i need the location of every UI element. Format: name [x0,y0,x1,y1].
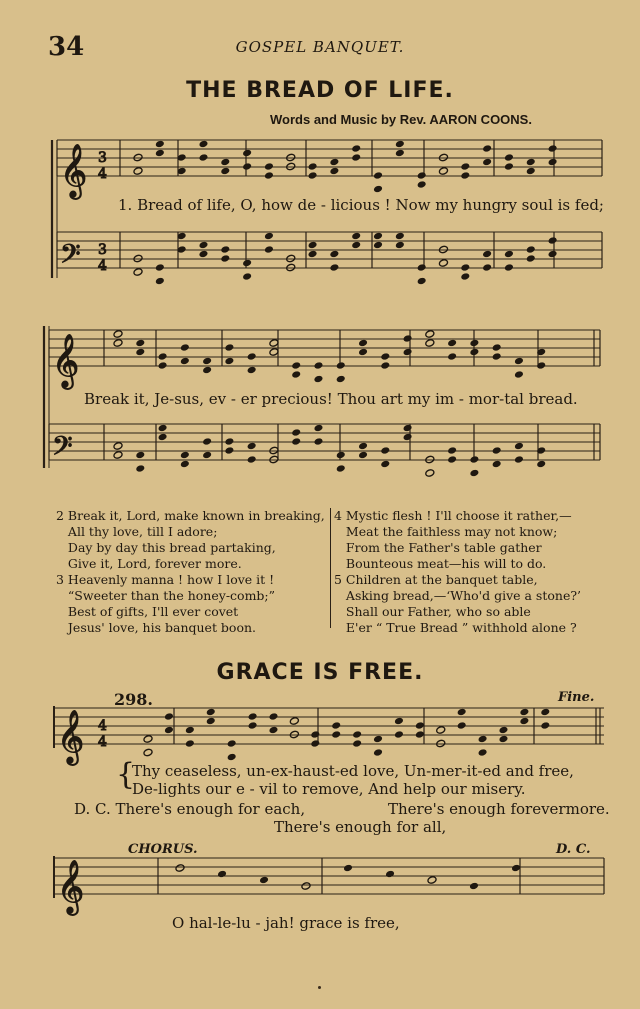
note-head [220,167,230,176]
note-head [242,259,252,268]
note-head [331,721,341,730]
note-head [526,158,536,167]
note-head [403,348,413,357]
note-head [247,366,257,375]
bass-clef-icon: 𝄢 [52,430,73,468]
note-head [447,352,457,361]
note-head [308,241,318,250]
page-number: 34 [48,32,85,62]
dc-label: D. C. [556,842,591,857]
note-head [351,144,361,153]
hymn2-title: GRACE IS FREE. [216,660,424,685]
note-head [248,712,258,721]
chorus-lyric: O hal-le-lu - jah! grace is free, [172,914,400,932]
verse-divider [330,508,331,628]
note-head [206,717,216,726]
chorus-label: CHORUS. [128,842,198,857]
note-head [395,241,405,250]
note-head [247,352,257,361]
hymn-number: 298. [114,690,153,709]
note-head [395,232,405,241]
note-head [308,162,318,171]
note-head [301,882,311,891]
note-head [351,232,361,241]
note-head [526,245,536,254]
time-signature-top: 3 [98,242,107,258]
time-signature-bottom: 4 [98,166,107,182]
note-head [425,330,435,339]
note-head [460,272,470,281]
note-head [227,739,237,748]
note-head [198,140,208,149]
note-head [548,144,558,153]
note-head [313,375,323,384]
note-head [514,357,524,366]
note-head [289,717,299,726]
note-head [158,433,168,442]
note-head [403,424,413,433]
note-head [291,361,301,370]
note-head [313,424,323,433]
fine-marking: Fine. [558,690,595,705]
note-head [198,153,208,162]
note-head [143,748,153,757]
treble-clef-icon: 𝄞 [57,859,85,913]
note-head [447,339,457,348]
verse-5: 5 Children at the banquet table, Asking bread,—‘Who'd give a stone?’ Shall our Father, who so able E'er “ True Bread ” withhold alone ? [334,572,582,635]
note-head [438,259,448,268]
note-head [415,730,425,739]
verse-2: 2 Break it, Lord, make known in breaking, All thy love, till I adore; Day by day this bread partaking, Give it, Lord, forever more. [56,508,325,571]
note-head [227,753,237,762]
note-head [373,185,383,194]
note-head [469,348,479,357]
note-head [155,140,165,149]
note-head [482,158,492,167]
note-head [224,357,234,366]
time-signature-top: 4 [98,718,107,734]
note-head [206,708,216,717]
note-head [498,735,508,744]
note-head [135,464,145,473]
note-head [492,446,502,455]
note-head [385,870,395,879]
note-head [155,263,165,272]
note-head [135,348,145,357]
note-head [373,171,383,180]
note-head [336,451,346,460]
note-head [482,144,492,153]
note-head [198,241,208,250]
running-header: GOSPEL BANQUET. [235,38,405,56]
note-head [113,339,123,348]
note-head [460,263,470,272]
note-head [380,361,390,370]
note-head [310,739,320,748]
note-head [436,726,446,735]
note-head [519,717,529,726]
note-head [224,446,234,455]
verse-4: 4 Mystic flesh ! I'll choose it rather,— Meat the faithless may not know; From the Father's table gather Bounteous meat—his will to do. [334,508,572,571]
note-head [447,446,457,455]
note-head [373,241,383,250]
note-head [264,162,274,171]
note-head [202,451,212,460]
note-head [133,268,143,277]
note-head [351,153,361,162]
note-head [113,330,123,339]
note-head [417,277,427,286]
note-head [268,712,278,721]
note-head [158,361,168,370]
note-head [180,357,190,366]
note-head [313,437,323,446]
note-head [352,730,362,739]
note-head [202,357,212,366]
note-head [482,263,492,272]
note-head [548,250,558,259]
note-head [373,232,383,241]
note-head [185,739,195,748]
note-head [427,876,437,885]
note-head [269,348,279,357]
note-head [415,721,425,730]
note-head [358,451,368,460]
note-head [133,167,143,176]
note-head [504,263,514,272]
note-head [358,348,368,357]
note-head [164,726,174,735]
note-head [403,433,413,442]
note-head [202,366,212,375]
note-head [202,437,212,446]
hymn2-lyric-line1: Thy ceaseless, un-ex-haust-ed love, Un-mer-it-ed and free, [132,762,574,780]
note-head [310,730,320,739]
note-head [242,272,252,281]
note-head [329,167,339,176]
note-head [358,442,368,451]
note-head [394,717,404,726]
note-head [380,352,390,361]
note-head [155,149,165,158]
note-head [264,171,274,180]
note-head [269,339,279,348]
note-head [291,437,301,446]
note-head [220,158,230,167]
note-head [425,339,435,348]
note-head [492,352,502,361]
dc-line-a: D. C. There's enough for each, [74,800,306,818]
note-head [540,721,550,730]
dc-line-b: There's enough forevermore. [388,800,610,818]
note-head [180,460,190,469]
hymn2-lyric-line2: De-lights our e - vil to remove, And help our misery. [132,780,526,798]
note-head [492,460,502,469]
hymn1-lyric-line2: Break it, Je-sus, ev - er precious! Thou art my im - mor-tal bread. [84,390,578,408]
dc-line-c: There's enough for all, [274,818,447,836]
note-head [417,263,427,272]
hymn1-lyric-line1: 1. Bread of life, O, how de - licious ! Now my hungry soul is fed; [118,196,604,214]
note-head [220,254,230,263]
note-head [514,370,524,379]
verse-3: 3 Heavenly manna ! how I love it ! “Sweeter than the honey-comb;” Best of gifts, I'll ever covet Jesus' love, his banquet boon. [56,572,276,635]
note-head [373,735,383,744]
note-head [504,250,514,259]
time-signature-bottom: 4 [98,734,107,750]
treble-clef-icon: 𝄞 [52,333,80,387]
note-head [264,232,274,241]
note-head [224,343,234,352]
note-head [291,428,301,437]
note-head [155,277,165,286]
note-head [394,730,404,739]
note-head [351,241,361,250]
note-head [403,334,413,343]
note-head [514,442,524,451]
hymn-title: THE BREAD OF LIFE. [186,78,454,103]
note-head [380,460,390,469]
note-head [460,171,470,180]
note-head [135,451,145,460]
note-head [352,739,362,748]
note-head [417,180,427,189]
note-head [143,735,153,744]
brace-icon: { [116,757,136,792]
note-head [504,153,514,162]
note-head [519,708,529,717]
note-head [526,167,536,176]
note-head [113,451,123,460]
note-head [478,748,488,757]
note-head [185,726,195,735]
note-head [248,721,258,730]
note-head [373,748,383,757]
note-head [329,250,339,259]
note-head [220,245,230,254]
note-head [469,469,479,478]
note-head [514,455,524,464]
note-head [482,250,492,259]
note-head [268,726,278,735]
bass-clef-icon: 𝄢 [60,238,81,276]
note-head [469,455,479,464]
note-head [478,735,488,744]
note-head [336,361,346,370]
note-head [198,250,208,259]
note-head [417,171,427,180]
note-head [329,158,339,167]
note-head [308,250,318,259]
note-head [343,864,353,873]
note-head [313,361,323,370]
note-head [548,158,558,167]
note-head [498,726,508,735]
note-head [526,254,536,263]
note-head [395,140,405,149]
note-head [540,708,550,717]
note-head [113,442,123,451]
note-head [447,455,457,464]
hymn-credit: Words and Music by Rev. AARON COONS. [270,112,532,127]
note-head [180,343,190,352]
note-head [457,721,467,730]
note-head [158,352,168,361]
time-signature-top: 3 [98,150,107,166]
note-head [380,446,390,455]
note-head [247,442,257,451]
note-head [259,876,269,885]
note-head [164,712,174,721]
note-head [264,245,274,254]
note-head [504,162,514,171]
note-head [492,343,502,352]
treble-clef-icon: 𝄞 [60,143,88,197]
note-head [469,339,479,348]
note-head [135,339,145,348]
note-head [460,162,470,171]
note-head [242,162,252,171]
note-head [548,236,558,245]
treble-clef-icon: 𝄞 [57,709,85,763]
note-head [469,882,479,891]
note-head [395,149,405,158]
note-head [217,870,227,879]
note-head [175,864,185,873]
note-head [358,339,368,348]
note-head [242,149,252,158]
note-head [224,437,234,446]
time-signature-bottom: 4 [98,258,107,274]
note-head [425,469,435,478]
note-head [291,370,301,379]
note-head [308,171,318,180]
note-head [158,424,168,433]
note-head [457,708,467,717]
note-head [336,375,346,384]
note-head [247,455,257,464]
note-head [336,464,346,473]
note-head [329,263,339,272]
page-speck [318,986,321,989]
note-head [438,167,448,176]
note-head [180,451,190,460]
note-head [331,730,341,739]
note-head [536,460,546,469]
